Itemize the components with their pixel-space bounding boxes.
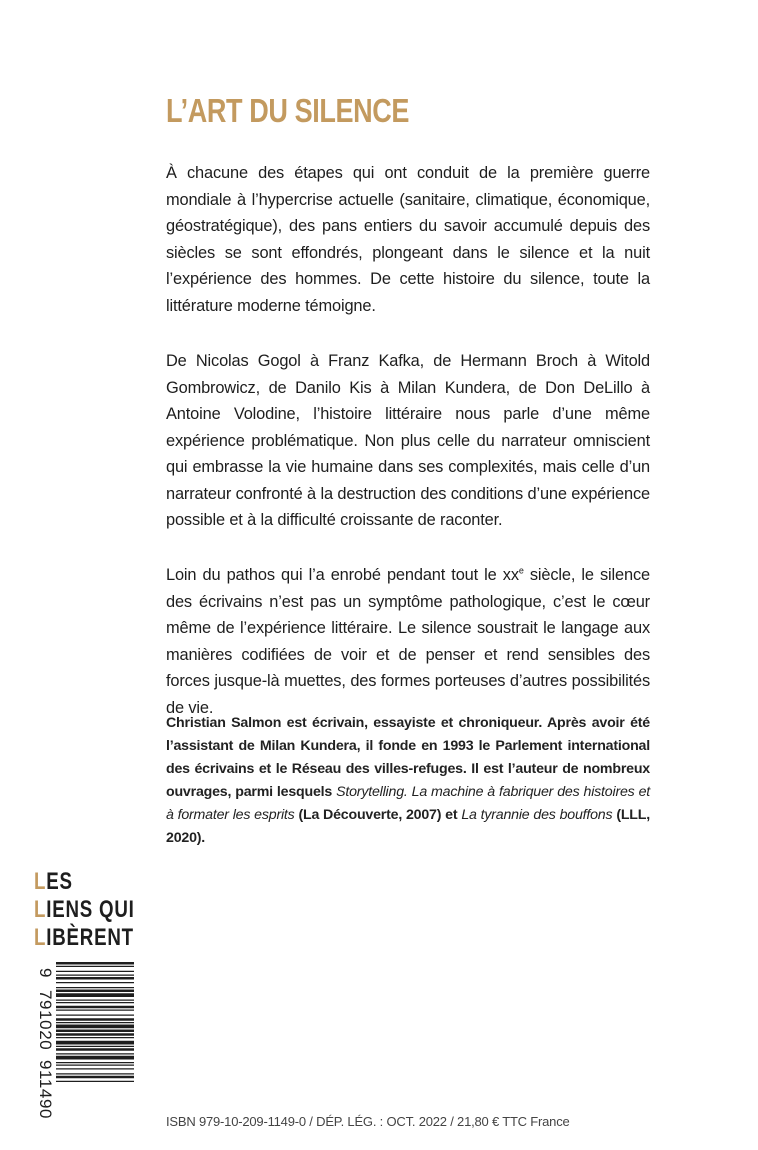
century-numeral: xx — [502, 566, 519, 584]
barcode-bar — [56, 1053, 134, 1054]
bio-part-1: Christian Salmon est écrivain, essayiste et chroniqueur. Après avoir été l’assistant de Milan Kundera, il fonde en 1993 le Parlement international des écrivains et le Réseau des villes-refuges. Il est l’auteur de nombreux ouvrages, parmi lesquels — [166, 715, 650, 800]
barcode-digit-group-1: 9 — [36, 968, 55, 978]
publisher-logo — [34, 868, 135, 952]
barcode-bar — [56, 962, 134, 965]
barcode-bar — [56, 966, 134, 967]
barcode-bar — [56, 987, 134, 988]
bio-book-title-1: Storytelling. La machine à fabriquer des histoires et à formater les esprits — [166, 784, 651, 823]
paragraph-3 — [166, 562, 650, 721]
barcode-bar — [56, 1000, 134, 1001]
paragraph-2: De Nicolas Gogol à Franz Kafka, de Hermann Broch à Witold Gombrowicz, de Danilo Kis à Milan Kundera, de Don DeLillo à Antoine Volodine, l’histoire littéraire nous parle d’une même expérience problématique. Non plus celle du narrateur omniscient qui embrasse la vie humaine dans ses complexités, mais celle d’un narrateur confronté à la destruction des conditions d’une expérience possible et à la difficulté croissante de raconter. — [166, 352, 650, 529]
logo-line-3 — [34, 924, 135, 952]
barcode-bar — [56, 971, 134, 972]
barcode-bar — [56, 1025, 134, 1029]
barcode-bar — [56, 1037, 134, 1038]
book-title: L’ART DU SILENCE — [166, 92, 410, 129]
bio-part-2: (La Découverte, 2007) et — [294, 807, 462, 823]
barcode-digit-group-2: 791020 — [36, 990, 55, 1051]
barcode-bar — [56, 1041, 134, 1045]
barcode-bar — [56, 1073, 134, 1074]
logo-accent-letter: L — [34, 924, 47, 951]
paragraph-1: À chacune des étapes qui ont conduit de la première guerre mondiale à l’hypercrise actuelle (sanitaire, climatique, économique, géostratégique), des pans entiers du savoir accumulé depuis des siècles se sont effondrés, plongeant dans le silence et la nuit l’expérience des hommes. De cette histoire du silence, toute la littérature moderne témoigne. — [166, 164, 650, 315]
barcode-digit-group-3: 911490 — [36, 1060, 55, 1120]
barcode-bar — [56, 1006, 134, 1009]
logo-line-text: ES — [46, 868, 73, 895]
barcode — [34, 960, 136, 1145]
bio-book-title-2: La tyrannie des bouffons — [461, 807, 613, 823]
logo-line-1 — [34, 868, 135, 896]
barcode-bar — [56, 990, 134, 993]
barcode-bar — [56, 1076, 134, 1079]
barcode-bar — [56, 1033, 134, 1036]
barcode-bar — [56, 993, 134, 997]
author-bio — [166, 712, 650, 850]
barcode-bar — [56, 1048, 134, 1051]
barcode-bar — [56, 1010, 134, 1011]
barcode-bar — [56, 975, 134, 976]
logo-accent-letter: L — [34, 896, 47, 923]
barcode-graphic — [34, 960, 136, 1145]
barcode-bar — [56, 1022, 134, 1023]
bio-part-3: (LLL, 2020). — [166, 807, 650, 846]
barcode-bar — [56, 1056, 134, 1060]
logo-line-text: IENS QUI — [46, 896, 135, 923]
logo-line-text: IBÈRENT — [46, 924, 134, 951]
paragraph-3-start: Loin du pathos qui l’a enrobé pendant tout le — [166, 566, 503, 584]
barcode-bar — [56, 1015, 134, 1016]
barcode-bar — [56, 977, 134, 980]
barcode-bar — [56, 1068, 134, 1069]
barcode-bar — [56, 1081, 134, 1082]
barcode-bar — [56, 1062, 134, 1063]
isbn-price-line: ISBN 979-10-209-1149-0 / DÉP. LÉG. : OCT. 2022 / 21,80 € TTC France — [166, 1114, 570, 1129]
paragraph-3-end: siècle, le silence des écrivains n’est pas un symptôme pathologique, c’est le cœur même de l’expérience littéraire. Le silence soustrait le langage aux manières codifiées de voir et de penser et rend sensibles des forces jusque-là muettes, des formes porteuses d’autres possibilités de vie. — [166, 566, 650, 717]
barcode-bar — [56, 1065, 134, 1066]
barcode-bars — [56, 962, 134, 1082]
barcode-bar — [56, 1018, 134, 1021]
barcode-bar — [56, 1030, 134, 1033]
barcode-bar — [56, 982, 134, 983]
barcode-bar — [56, 1046, 134, 1047]
barcode-bar — [56, 1002, 134, 1003]
logo-accent-letter: L — [34, 868, 47, 895]
century-superscript: e — [518, 565, 524, 576]
logo-line-2 — [34, 896, 135, 924]
